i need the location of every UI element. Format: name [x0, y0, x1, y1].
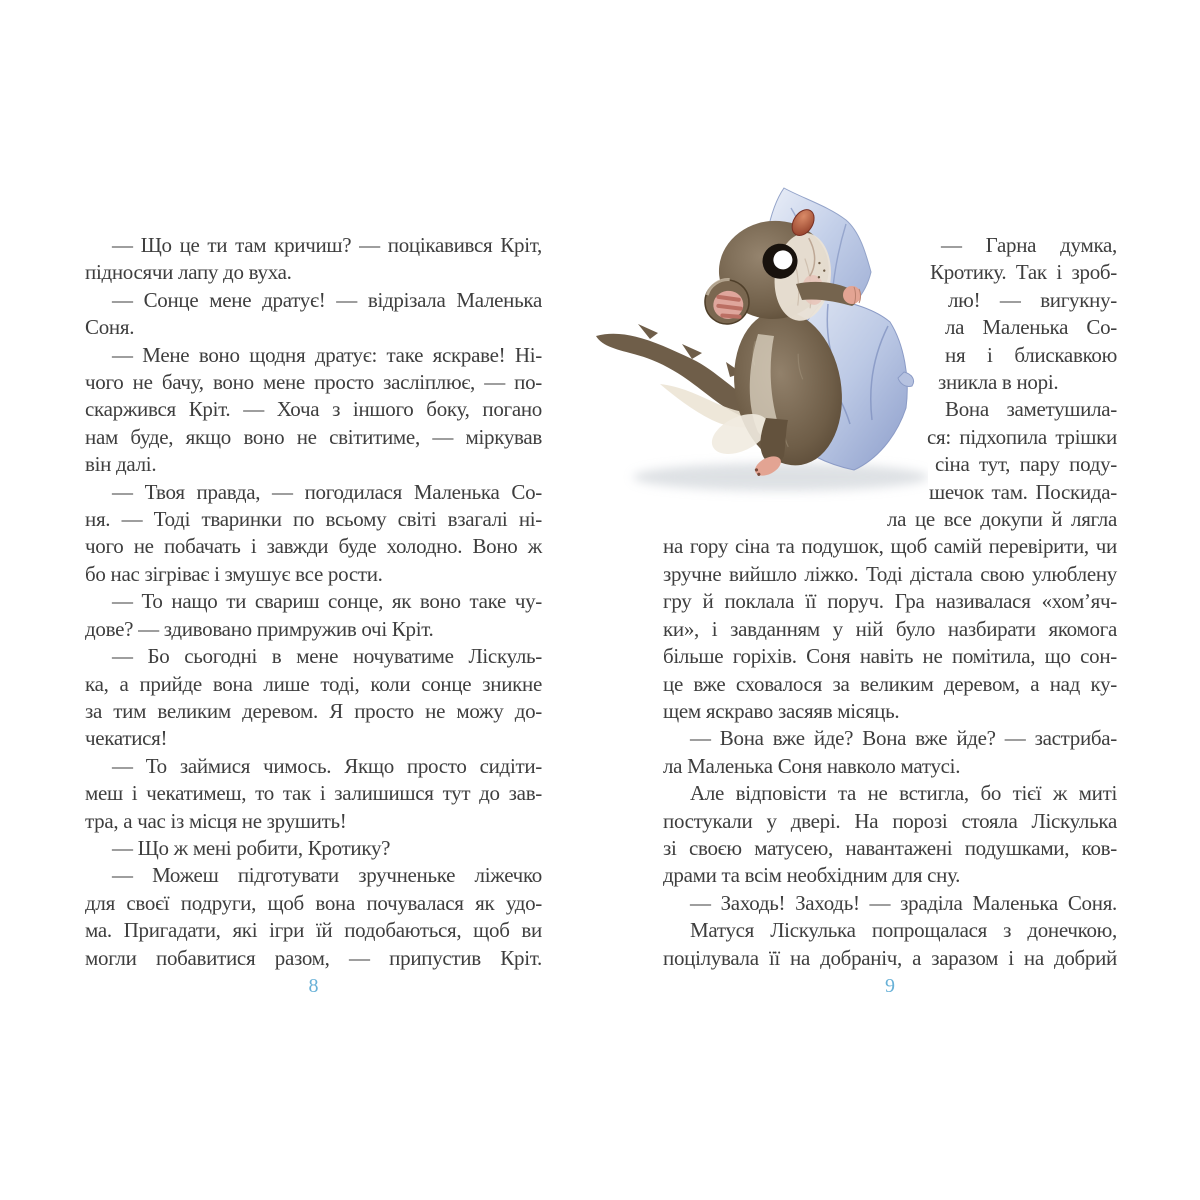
text-line: ся: підхопила трішки	[927, 424, 1117, 449]
text-line: чекатися!	[85, 726, 168, 751]
text-line: скаржився Кріт. — Хоча з іншого боку, погано	[85, 397, 542, 422]
text-line: він далі.	[85, 452, 157, 477]
text-line: ла Маленька Со-	[945, 315, 1117, 340]
page-number-left: 8	[308, 975, 319, 997]
right-page-text	[663, 232, 1117, 972]
text-line: нам буде, якщо воно не світитиме, — міркував	[85, 424, 542, 449]
text-line: сіна тут, пару поду-	[935, 452, 1117, 477]
text-line: — Мене воно щодня дратує: таке яскраве! Ні-	[112, 342, 542, 367]
text-line: — Бо сьогодні в мене ночуватиме Ліскуль-	[112, 644, 542, 669]
text-line: ла це все докупи й лягла	[887, 507, 1117, 532]
text-line: Вона заметушила-	[945, 397, 1117, 422]
text-line: Кротику. Так і зроб-	[930, 260, 1117, 285]
text-line: — Твоя правда, — погодилася Маленька Со-	[112, 479, 542, 504]
text-line: постукали у двері. На порозі стояла Ліскулька	[663, 808, 1117, 833]
left-page-text	[85, 232, 542, 972]
text-line: чого не побачать і завжди буде холодно. Воно ж	[85, 534, 542, 559]
text-line: — То займися чимось. Якщо просто сидіти-	[112, 753, 542, 778]
text-line: — То нащо ти свариш сонце, як воно таке чу-	[112, 589, 542, 614]
text-line: Соня.	[85, 315, 135, 340]
text-line: на гору сіна та подушок, щоб самій перевірити, чи	[663, 534, 1117, 559]
text-line: ла Маленька Соня навколо матусі.	[663, 753, 961, 778]
text-line: меш і чекатимеш, то так і залишишся тут до зав-	[85, 781, 542, 806]
text-line: — Заходь! Заходь! — зраділа Маленька Соня.	[690, 890, 1117, 915]
text-line: це вже сховалося за великим деревом, а над ку-	[663, 671, 1117, 696]
text-line: ка, а прийде вона лише тоді, коли сонце зникне	[85, 671, 542, 696]
text-line: — Можеш підготувати зручненьке ліжечко	[112, 863, 542, 888]
text-line: ма. Пригадати, які ігри їй подобаються, щоб ви	[85, 918, 542, 943]
text-line: Але відповісти та не встигла, бо тієї ж миті	[690, 781, 1117, 806]
text-line: бо нас зігріває і змушує все рости.	[85, 561, 383, 586]
text-line: зникла в норі.	[938, 370, 1059, 395]
text-line: за тим великим деревом. Я просто не можу до-	[85, 698, 542, 723]
text-line: — Що це ти там кричиш? — поцікавився Кріт,	[112, 233, 542, 257]
text-line: більше горіхів. Соня навіть не помітила, що сон-	[663, 644, 1117, 669]
text-line: драми та всім необхідним для сну.	[663, 863, 961, 888]
text-line: Матуся Ліскулька попрощалася з донечкою,	[690, 918, 1117, 943]
text-line: шечок там. Поскида-	[929, 479, 1117, 504]
text-line: ки», і завданням у ній було назбирати якомога	[663, 616, 1117, 641]
text-line: щем яскраво засяяв місяць.	[663, 698, 900, 723]
text-line: тра, а час із місця не зрушить!	[85, 808, 347, 833]
text-line: ня і блискавкою	[945, 342, 1117, 367]
text-line: чого не бачу, воно мене просто засліплює, — по-	[85, 370, 542, 395]
text-line: — Гарна думка,	[941, 233, 1117, 257]
text-line: зі своєю матусею, навантажені подушками, ков-	[663, 835, 1117, 860]
page-number-right: 9	[885, 975, 895, 997]
text-line: підносячи лапу до вуха.	[85, 260, 292, 285]
text-line: могли побавитися разом, — припустив Кріт.	[85, 945, 542, 970]
text-line: лю! — вигукну-	[948, 287, 1117, 312]
text-line: поцілувала її на добраніч, а заразом і на добрий	[663, 945, 1117, 970]
text-line: — Сонце мене дратує! — відрізала Маленька	[112, 287, 542, 312]
text-line: ня. — Тоді тваринки по всьому світі взагалі ні-	[85, 507, 542, 532]
text-line: — Вона вже йде? Вона вже йде? — застриба-	[690, 726, 1117, 751]
text-line: гру й поклала її поруч. Гра називалася «хом’яч-	[663, 589, 1117, 614]
text-line: дове? — здивовано примружив очі Кріт.	[85, 616, 434, 641]
text-line: — Що ж мені робити, Кротику?	[112, 835, 391, 860]
text-line: зручне вийшло ліжко. Тоді дістала свою улюблену	[663, 561, 1117, 586]
text-line: для своєї подруги, щоб вона почувалася як удо-	[85, 890, 542, 915]
